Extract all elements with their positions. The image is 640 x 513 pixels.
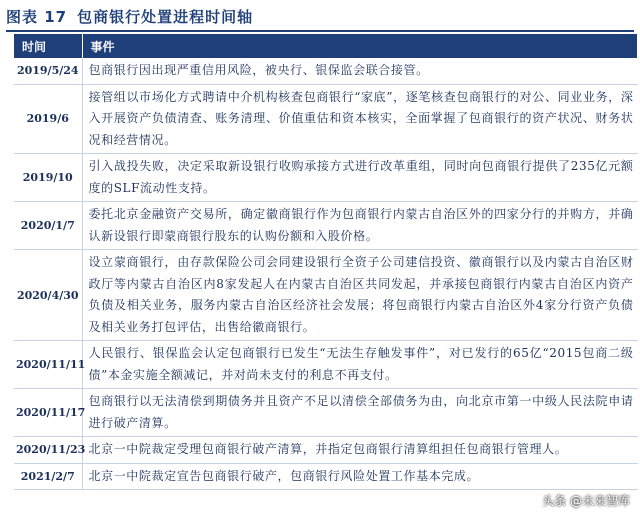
- table-row: [14, 154, 638, 202]
- table-row: [14, 202, 638, 250]
- row-event: 包商银行以无法清偿到期债务并且资产不足以清偿全部债务为由，向北京市第一中级人民法院申请进行破产清算。: [82, 389, 638, 437]
- row-event: 包商银行因出现严重信用风险，被央行、银保监会联合接管。: [82, 58, 638, 84]
- table-row: [14, 250, 638, 341]
- table-row: [14, 463, 638, 490]
- table-row: [14, 84, 638, 154]
- row-event: 引入战投失败，决定采取新设银行收购承接方式进行改革重组，同时向包商银行提供了235亿元额度的SLF流动性支持。: [82, 154, 638, 202]
- row-event: 接管组以市场化方式聘请中介机构核查包商银行“家底”，逐笔核查包商银行的对公、同业业务，深入开展资产负债清查、账务清理、价值重估和资本核实，全面掌握了包商银行的资产状况、财务状况和经营情况。: [82, 84, 638, 154]
- figure-title: [6, 4, 253, 28]
- row-date: 2020/1/7: [14, 202, 82, 250]
- row-date: 2020/11/17: [14, 389, 82, 437]
- row-date: 2019/5/24: [14, 58, 82, 84]
- watermark: [521, 491, 630, 509]
- row-date: 2020/11/11: [14, 341, 82, 389]
- timeline-body: [14, 58, 638, 490]
- title-divider: [6, 30, 634, 32]
- table-row: [14, 341, 638, 389]
- row-event: 人民银行、银保监会认定包商银行已发生“无法生存触发事件”，对已发行的65亿“2015包商二级债”本金实施全额减记，并对尚未支付的利息不再支付。: [82, 341, 638, 389]
- row-date: 2021/2/7: [14, 463, 82, 490]
- row-date: 2020/11/23: [14, 437, 82, 464]
- figure-label: 图表 17: [6, 7, 68, 26]
- table-row: [14, 437, 638, 464]
- timeline-table: [14, 34, 638, 490]
- row-date: 2019/6: [14, 84, 82, 154]
- row-event: 设立蒙商银行，由存款保险公司会同建设银行全资子公司建信投资、徽商银行以及内蒙古自治区财政厅等内蒙古自治区内8家发起人在内蒙古自治区共同发起，并承接包商银行内蒙古自治区内资产负债及相关业务，服务内蒙古自治区经济社会发展；将包商银行内蒙古自治区外4家分行资产负债及相关业务打包评估，出售给徽商银行。: [82, 250, 638, 341]
- table-row: [14, 58, 638, 84]
- header-event: 事件: [82, 34, 638, 58]
- row-date: 2019/10: [14, 154, 82, 202]
- header-date: 时间: [14, 34, 82, 58]
- row-event: 北京一中院裁定受理包商银行破产清算，并指定包商银行清算组担任包商银行管理人。: [82, 437, 638, 464]
- row-event: 委托北京金融资产交易所，确定徽商银行作为包商银行内蒙古自治区外的四家分行的并购方，并确认新设银行即蒙商银行股东的认购份额和入股价格。: [82, 202, 638, 250]
- toutiao-logo-icon: [521, 492, 537, 508]
- row-event: 北京一中院裁定宣告包商银行破产，包商银行风险处置工作基本完成。: [82, 463, 638, 490]
- watermark-text: 头条 @未来智库: [542, 493, 630, 508]
- row-date: 2020/4/30: [14, 250, 82, 341]
- table-row: [14, 389, 638, 437]
- table-header-row: [14, 34, 638, 58]
- figure-heading: 包商银行处置进程时间轴: [77, 7, 254, 26]
